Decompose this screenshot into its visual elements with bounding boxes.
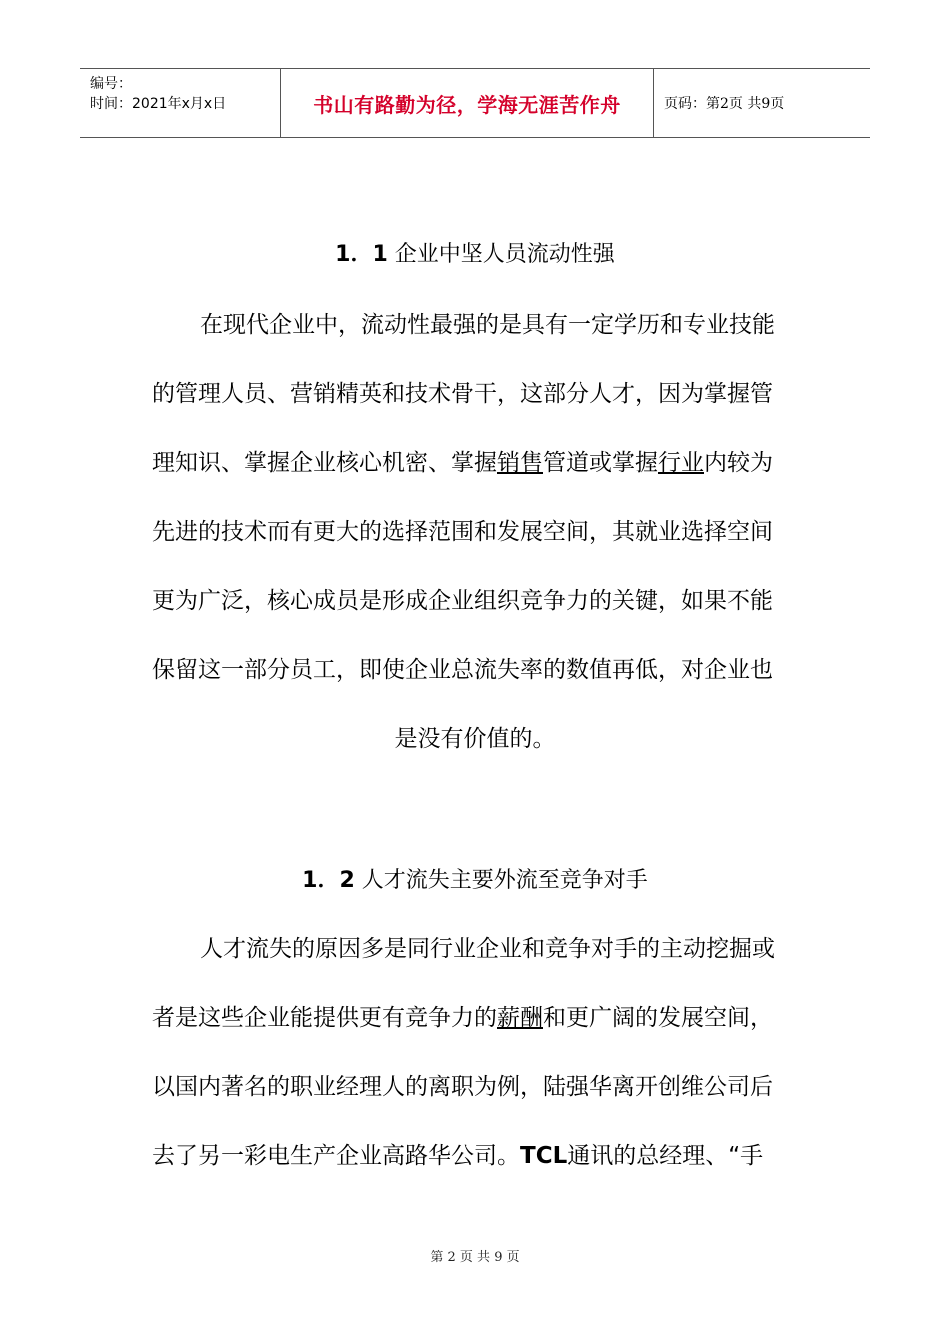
paragraph-line [152, 517, 798, 586]
text-run: 以国内著名的职业经理人的离职为例，陆强华离开创维公司后 [152, 1074, 773, 1100]
header-meta [80, 69, 281, 137]
text-run-bold: TCL [520, 1143, 568, 1169]
text-run: 的管理人员、营销精英和技术骨干，这部分人才，因为掌握管 [152, 381, 773, 407]
text-run: 人才流失的原因多是同行业企业和竞争对手的主动挖掘或 [200, 936, 775, 962]
section-1-number: 1．1 [335, 242, 388, 267]
text-run: 理知识、掌握企业核心机密、掌握 [152, 450, 497, 476]
text-run: 和更广阔的发展空间， [543, 1005, 773, 1031]
text-run: 去了另一彩电生产企业高路华公司。 [152, 1143, 520, 1169]
section-1-title: 企业中坚人员流动性强 [394, 242, 615, 267]
header-motto: 书山有路勤为径，学海无涯苦作舟 [281, 69, 654, 137]
text-run: 在现代企业中，流动性最强的是具有一定学历和专业技能 [200, 312, 775, 338]
link-salary[interactable]: 薪酬 [497, 1005, 543, 1031]
section-2-title: 人才流失主要外流至竞争对手 [361, 868, 648, 893]
paragraph-line [152, 1141, 798, 1210]
text-run: 通讯的总经理、“手 [567, 1143, 764, 1169]
text-run: 内较为 [704, 450, 773, 476]
paragraph-line [152, 1003, 798, 1072]
header-page-info: 页码：第2页 共9页 [664, 96, 785, 112]
time-label: 时间：2021年x月x日 [90, 96, 227, 112]
link-industry[interactable]: 行业 [658, 450, 704, 476]
link-sales[interactable]: 销售 [497, 450, 543, 476]
paragraph-line [152, 724, 798, 793]
paragraph-line [152, 934, 798, 1003]
text-run: 者是这些企业能提供更有竞争力的 [152, 1005, 497, 1031]
paragraph-line [152, 310, 798, 379]
section-1-heading [152, 240, 798, 270]
page-footer: 第 2 页 共 9 页 [430, 1250, 520, 1265]
paragraph-line [152, 448, 798, 517]
text-run: 保留这一部分员工，即使企业总流失率的数值再低，对企业也 [152, 657, 773, 683]
page-header [80, 68, 870, 138]
text-run: 管道或掌握 [543, 450, 658, 476]
paragraph-line [152, 1072, 798, 1141]
text-run: 更为广泛，核心成员是形成企业组织竞争力的关键，如果不能 [152, 588, 773, 614]
paragraph-line [152, 586, 798, 655]
paragraph-line [152, 655, 798, 724]
section-1-paragraph [152, 310, 798, 793]
section-2-number: 1．2 [302, 868, 355, 893]
text-run: 是没有价值的。 [394, 726, 556, 752]
text-run: 先进的技术而有更大的选择范围和发展空间，其就业选择空间 [152, 519, 773, 545]
section-2-heading [152, 866, 798, 896]
number-label: 编号： [90, 76, 132, 92]
section-2-paragraph [152, 934, 798, 1210]
paragraph-line [152, 379, 798, 448]
